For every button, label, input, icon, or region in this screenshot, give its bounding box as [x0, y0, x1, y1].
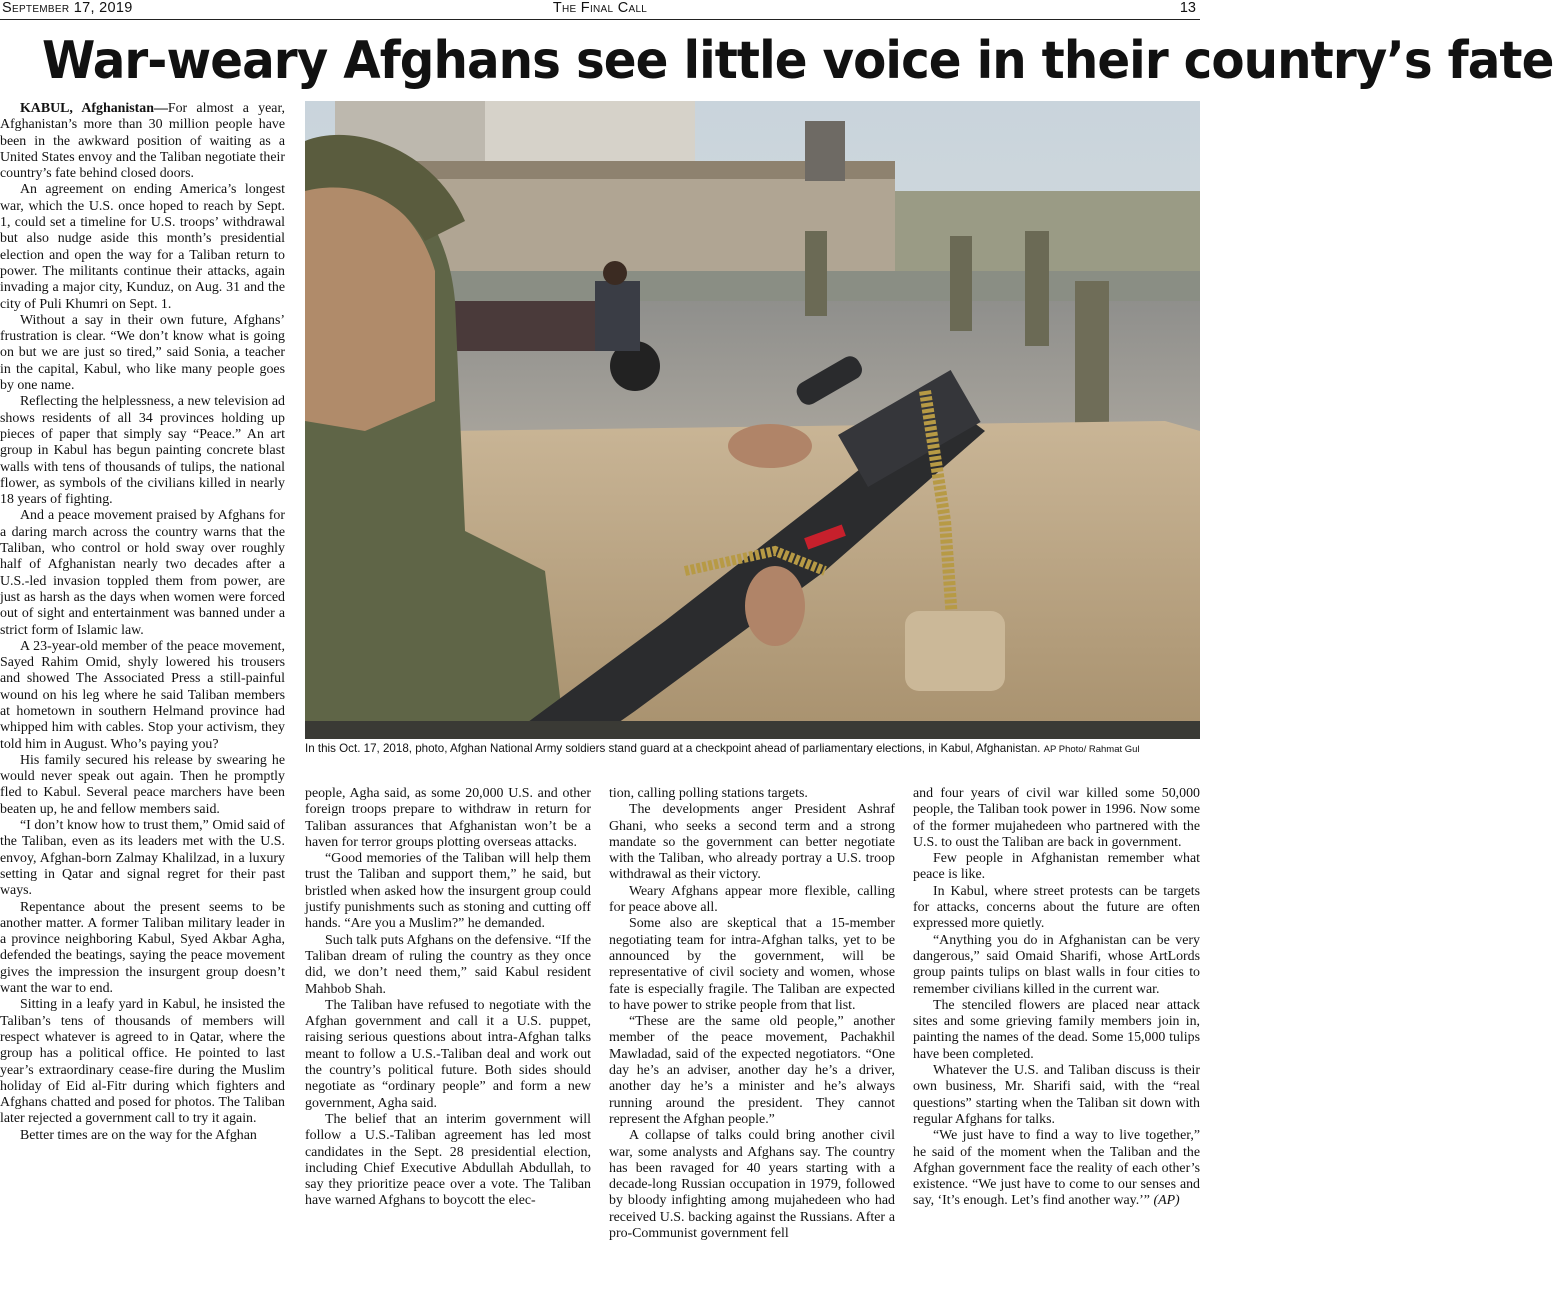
article-paragraph: A 23-year-old member of the peace movement, Sayed Rahim Omid, shyly lowered his trousers and showed The Associated Press a still-painful wound on his leg where he said Taliban members at hometown in southern Helmand province had whipped him with cables. Stop your activism, they told him in August. Who’s paying you? [0, 638, 285, 752]
article-paragraph: In Kabul, where street protests can be targets for attacks, concerns about the future are often expressed more quietly. [913, 883, 1200, 932]
article-column-4 [913, 786, 1200, 1295]
soldier-machine-gun-photo [305, 101, 1200, 739]
issue-date: September 17, 2019 [2, 0, 133, 16]
article-paragraph: His family secured his release by swearing he would never speak out again. Then he promptly fled to Kabul. Several peace marchers have been beaten up, he and fellow members said. [0, 752, 285, 817]
article-paragraph: Better times are on the way for the Afghan [20, 1127, 257, 1143]
article-paragraph: Repentance about the present seems to be another matter. A former Taliban military leader in a province neighboring Kabul, Syed Akbar Agha, defended the beatings, saying the peace movement gives the impression the insurgent group doesn’t want the war to end. [0, 899, 285, 997]
article-column-1 [0, 101, 285, 1295]
caption-text: In this Oct. 17, 2018, photo, Afghan National Army soldiers stand guard at a checkpoint ahead of parliamentary elections, in Kabul, Afghanistan. [305, 742, 1041, 755]
article-paragraph: An agreement on ending America’s longest war, which the U.S. once hoped to reach by Sept. 1, could set a timeline for U.S. troops’ withdrawal but also nudge aside this month’s presidential election and open the way for a Taliban return to power. The militants continue their attacks, again invading a major city, Kunduz, on Aug. 31 and the city of Puli Khumri on Sept. 1. [0, 182, 285, 312]
article-column-2 [305, 786, 591, 1295]
photo-illustration [305, 101, 1200, 739]
headline: War-weary Afghans see little voice in their country’s fate [42, 31, 1553, 91]
article-paragraph: The stenciled flowers are placed near attack sites and some grieving family members join in, painting the names of the dead. Some 15,000 tulips have been completed. [913, 997, 1200, 1062]
article-paragraph: “We just have to find a way to live together,” he said of the moment when the Taliban and the Afghan government face the reality of each other’s existence. “We just have to come to our senses and say, ‘It’s enough. Let’s find another way.’” (AP) [913, 1128, 1200, 1209]
article-column-3 [609, 786, 895, 1295]
article-paragraph: KABUL, Afghanistan—For almost a year, Afghanistan’s more than 30 million people have been in the awkward position of waiting as a United States envoy and the Taliban negotiate their country’s fate behind closed doors. [0, 101, 285, 182]
source-credit: (AP) [1153, 1193, 1180, 1209]
article-paragraph: “I don’t know how to trust them,” Omid said of the Taliban, even as its leaders met with the U.S. envoy, Afghan-born Zalmay Khalilzad, in a luxury setting in Qatar and signal regret for their past ways. [0, 818, 285, 899]
photo-caption [305, 742, 1200, 772]
article-paragraph: Few people in Afghanistan remember what peace is like. [913, 851, 1200, 883]
article-paragraph: “Anything you do in Afghanistan can be very dangerous,” said Omaid Sharifi, whose ArtLords group paints tulips on blast walls in four cities to remember civilians killed in the current war. [913, 932, 1200, 997]
article-paragraph: The belief that an interim government will follow a U.S.-Taliban agreement has led most candidates in the Sept. 28 presidential election, including Chief Executive Abdullah Abdullah, to say they prioritize peace over a vote. The Taliban have warned Afghans to boycott the elec- [305, 1111, 591, 1209]
article-paragraph: Whatever the U.S. and Taliban discuss is their own business, Mr. Sharifi said, with the “real questions” starting when the Taliban sit down with regular Afghans for talks. [913, 1063, 1200, 1127]
dateline: KABUL, Afghanistan— [20, 101, 168, 116]
article-paragraph: tion, calling polling stations targets. [609, 786, 808, 801]
article-paragraph: Such talk puts Afghans on the defensive. “If the Taliban dream of ruling the country as they once did, we don’t need them,” said Kabul resident Mahbob Shah. [305, 932, 591, 997]
running-header [0, 0, 1200, 20]
article-paragraph: Without a say in their own future, Afghans’ frustration is clear. “We don’t know what is going on but we are just so tired,” said Sonia, a teacher in the capital, Kabul, who like many people goes by one name. [0, 312, 285, 394]
article-paragraph: A collapse of talks could bring another civil war, some analysts and Afghans say. The country has been ravaged for 40 years starting with a decade-long Russian occupation in 1979, followed by bloody infighting among mujahedeen who had received U.S. backing against the Russians. After a pro-Communist government fell [609, 1128, 895, 1242]
article-paragraph: and four years of civil war killed some 50,000 people, the Taliban took power in 1996. Now some of the former mujahedeen who partnered with the U.S. to oust the Taliban are back in government. [913, 786, 1200, 850]
newspaper-name: The Final Call [552, 0, 648, 16]
article-paragraph: Reflecting the helplessness, a new television ad shows residents of all 34 provinces holding up pieces of paper that simply say “Peace.” An art group in Kabul has begun painting concrete blast walls with tens of thousands of tulips, the national flower, as symbols of the civilians killed in nearly 18 years of fighting. [0, 394, 285, 508]
article-paragraph: The developments anger President Ashraf Ghani, who seeks a second term and a strong mandate so the government can better negotiate with the Taliban, who already portray a U.S. troop withdrawal as their victory. [609, 802, 895, 883]
article-paragraph: “Good memories of the Taliban will help them trust the Taliban and support them,” he said, but bristled when asked how the insurgent group could justify punishments such as stoning and cutting off hands. “Are you a Muslim?” he demanded. [305, 851, 591, 932]
article-paragraph: “These are the same old people,” another member of the peace movement, Pachakhil Mawladad, said of the expected negotiators. “One day he’s an adviser, another day he’s a driver, another day he’s a minister and he’s always running around the president. They cannot represent the Afghan people.” [609, 1014, 895, 1127]
article-paragraph: Some also are skeptical that a 15-member negotiating team for intra-Afghan talks, yet to be announced by the government, will be representative of civil society and women, whose fate is especially fragile. The Taliban are expected to have power to strike people from that list. [609, 916, 895, 1013]
article-paragraph: The Taliban have refused to negotiate with the Afghan government and call it a U.S. puppet, raising serious questions about intra-Afghan talks meant to follow a U.S.-Taliban deal and work out the country’s political future. Both sides should negotiate as “ordinary people” and form a new government, Agha said. [305, 997, 591, 1111]
page-number: 13 [1179, 0, 1196, 16]
article-paragraph: And a peace movement praised by Afghans for a daring march across the country warns that the Taliban, who control or hold sway over roughly half of Afghanistan nearly two decades after a U.S.-led invasion toppled them from power, are just as harsh as the days when women were forced out of sight and entertainment was banned under a strict form of Islamic law. [0, 508, 285, 638]
article-paragraph: Weary Afghans appear more flexible, calling for peace above all. [609, 883, 895, 916]
article-paragraph: Sitting in a leafy yard in Kabul, he insisted the Taliban’s tens of thousands of members will respect whatever is agreed to in Qatar, where the group has a political office. He pointed to last year’s extraordinary cease-fire during the Muslim holiday of Eid al-Fitr during which fighters and Afghans chatted and posed for photos. The Taliban later rejected a government call to try it again. [0, 997, 285, 1127]
article-paragraph: people, Agha said, as some 20,000 U.S. and other foreign troops prepare to withdraw in return for Taliban assurances that Afghanistan won’t be a haven for terror groups plotting overseas attacks. [305, 786, 591, 850]
photo-credit: AP Photo/ Rahmat Gul [1043, 744, 1140, 755]
